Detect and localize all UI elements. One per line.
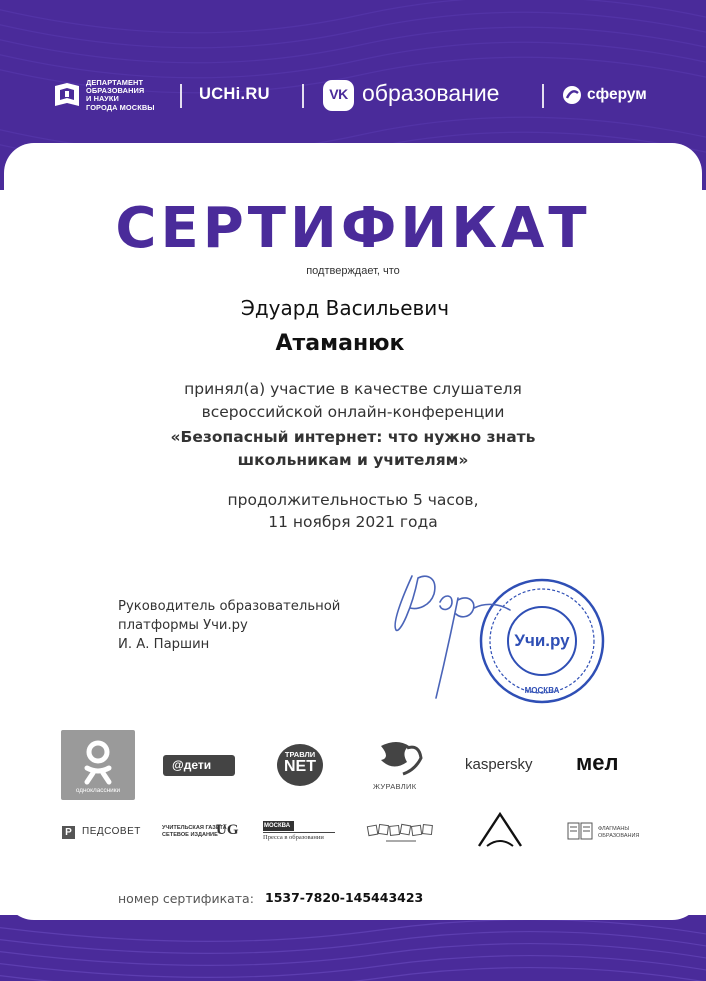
travli-net-label: NET: [284, 758, 316, 775]
signatory-title-line-2: платформы Учи.ру: [118, 618, 248, 633]
odnoklassniki-logo: [61, 730, 135, 800]
duration-text: продолжительностью 5 часов,: [227, 491, 479, 509]
department-emblem-icon: [52, 80, 82, 110]
recipient-last-name: Атаманюк: [275, 331, 405, 356]
letovo-logo: [366, 822, 436, 844]
stamp-center-text: Учи.ру: [514, 631, 570, 650]
participation-line-1: принял(а) участие в качестве слушателя: [184, 380, 522, 398]
department-name: ДЕПАРТАМЕНТ ОБРАЗОВАНИЯ И НАУКИ ГОРОДА МОСКВЫ: [86, 78, 155, 112]
uchitelskaya-gazeta-text: УЧИТЕЛЬСКАЯ ГАЗЕТА СЕТЕВОЕ ИЗДАНИЕ: [162, 825, 227, 838]
certificate-number-label: номер сертификата:: [118, 891, 254, 906]
signatory-name: И. А. Паршин: [118, 637, 210, 652]
moskva-label: МОСКВА: [264, 823, 291, 829]
footer-wave-pattern: [0, 915, 706, 981]
handwritten-signature: [382, 558, 532, 708]
shalash-logo: [475, 810, 525, 850]
participation-line-2: всероссийской онлайн-конференции: [201, 403, 505, 421]
mail-deti-logo: [163, 755, 235, 776]
header-divider: [180, 84, 182, 108]
recipient-first-name: Эдуард Васильевич: [240, 296, 450, 320]
confirms-text: подтверждает, что: [306, 265, 400, 277]
mel-logo: мел: [576, 750, 619, 775]
event-date: 11 ноября 2021 года: [268, 513, 438, 531]
certificate-number: 1537-7820-145443423: [265, 890, 424, 905]
moskva-logo-box: [263, 821, 294, 831]
sferum-logo: сферум: [587, 86, 647, 103]
signatory-title-line-1: Руководитель образовательной: [118, 599, 341, 614]
uchi-logo: UCHi.RU: [199, 85, 270, 103]
travli-label: ТРАВЛИ: [284, 750, 316, 759]
pedsovet-logo: ПЕДСОВЕТ: [82, 826, 141, 837]
vk-education-logo: образование: [362, 80, 500, 106]
pedsovet-icon: P: [62, 826, 75, 839]
footer-band: [0, 915, 706, 981]
kaspersky-logo: kaspersky: [465, 756, 533, 773]
moskva-subtitle: Пресса в образовании: [263, 834, 324, 841]
flagmany-icon: [567, 822, 595, 840]
flagmany-label: ФЛАГМАНЫ ОБРАЗОВАНИЯ: [598, 826, 640, 839]
conference-title-line-2: школьникам и учителям»: [237, 451, 469, 469]
certificate-title: СЕРТИФИКАТ: [115, 196, 591, 261]
travli-net-logo: [277, 744, 323, 786]
stamp-city-text: МОСКВА: [524, 686, 560, 695]
vk-logo-mark: VK: [329, 86, 348, 102]
sferum-icon: [562, 85, 582, 105]
partner-logo-row: [0, 76, 706, 116]
moskva-underline: [263, 832, 335, 833]
odnoklassniki-label: одноклассники: [75, 787, 121, 794]
header-divider: [302, 84, 304, 108]
zhuravlik-crane-icon: [377, 738, 423, 778]
ug-mark: UG: [216, 822, 239, 838]
conference-title-line-1: «Безопасный интернет: что нужно знать: [170, 428, 536, 446]
deti-label: @дети: [172, 758, 212, 772]
zhuravlik-label: ЖУРАВЛИК: [373, 782, 417, 791]
header-divider: [542, 84, 544, 108]
